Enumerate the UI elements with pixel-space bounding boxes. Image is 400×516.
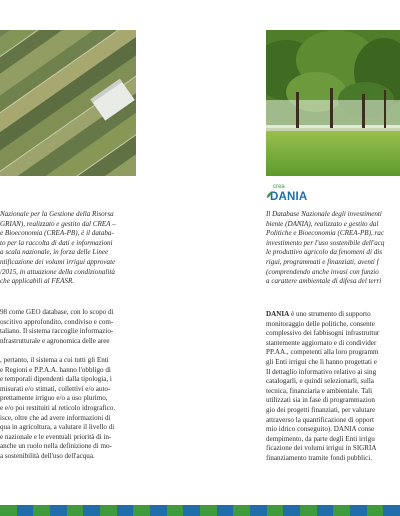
footer-segment	[100, 505, 117, 516]
left-body1-line: taliano. Il sistema raccoglie informazio-	[0, 327, 114, 336]
footer-segment	[150, 505, 167, 516]
right-body-paragraph	[266, 310, 400, 464]
left-intro-line: GRIAN), realizzato e gestito dal CREA –	[0, 219, 116, 228]
left-body1-line: nfrastrutturale e agronomica delle aree	[0, 336, 110, 345]
left-body2-line: qua in agricoltura, a valutare il livello di	[0, 423, 115, 432]
right-body-line: Il dettaglio informativo relativo ai sing	[266, 367, 377, 376]
left-intro-line: Nazionale per la Gestione della Risorsa	[0, 210, 114, 218]
right-body-line: dempimento, da parte degli Enti irrigu	[266, 434, 375, 443]
right-intro-line: biente (DANIA), realizzato e gestito dal	[266, 219, 379, 228]
left-body2-line: e temporali dipendenti dalla tipologia, i	[0, 375, 112, 384]
right-intro-line: investimento per l'uso sostenibile dell'acq	[266, 238, 385, 247]
right-intro-line: le produttivo agricolo da fenomeni di dis	[266, 248, 382, 257]
left-body-paragraph-1	[0, 308, 136, 346]
right-body-line: tecnica, finanziaria e ambientale. Tali	[266, 386, 373, 395]
left-body2-line: a sostenibilità dell'uso dell'acqua.	[0, 451, 95, 460]
left-intro-line: che applicabili al FEASR.	[0, 277, 75, 286]
footer-segment	[300, 505, 317, 516]
left-body1-line: oscitivo approfondito, condiviso e com-	[0, 317, 114, 326]
footer-segment	[67, 505, 84, 516]
footer-segment	[117, 505, 134, 516]
footer-segment	[383, 505, 400, 516]
orchard-irrigation-photo	[266, 30, 400, 176]
footer-segment	[367, 505, 384, 516]
left-intro-line: to per la raccolta di dati e informazioni	[0, 238, 113, 247]
left-body-paragraph-2	[0, 356, 136, 462]
right-body-line: catalogarli, e quindi selezionarli, sulla	[266, 377, 374, 386]
right-body-line: monitoraggio delle politiche, consente	[266, 319, 375, 328]
left-intro-paragraph	[0, 210, 136, 287]
right-body-line: gli Enti irrigui che li hanno progettati e	[266, 357, 377, 366]
right-body-line: utilizzati sia in fase di programmazion	[266, 396, 375, 405]
left-body2-line: misurati e/o stimati, collettivi e/o auto-	[0, 384, 111, 393]
left-body2-line: e Regioni e P.P.A.A. hanno l'obbligo di	[0, 365, 111, 374]
footer-segment	[133, 505, 150, 516]
right-intro-paragraph	[266, 210, 400, 287]
left-body2-line: isce, oltre che ad avere informazioni di	[0, 413, 111, 422]
right-body-line: PP.AA., competenti alla loro programm	[266, 348, 379, 357]
footer-segment	[317, 505, 334, 516]
left-body2-line: e e/o poi restituiti al reticolo idrografico.	[0, 403, 116, 412]
left-intro-line: /2015, in attuazione della condizionalità	[0, 267, 115, 276]
logo-crea-text: crea	[273, 184, 285, 190]
footer-segment	[283, 505, 300, 516]
dania-bold-term: DANIA	[266, 310, 290, 318]
left-body2-line: e nazionale e le eventuali priorità di in-	[0, 432, 112, 441]
footer-segment	[17, 505, 34, 516]
right-body-line: finanziamento tramite fondi pubblici.	[266, 453, 372, 462]
left-intro-line: e Bioeconomia (CREA-PB), è il databa-	[0, 229, 114, 238]
footer-segment	[250, 505, 267, 516]
right-intro-line: (comprendendo anche invasi con funzio	[266, 267, 379, 276]
right-intro-line: rigui, programmati e finanziati, aventi f	[266, 257, 379, 266]
footer-segment	[0, 505, 17, 516]
left-intro-line: ntificazione dei volumi irrigui approvate	[0, 257, 116, 266]
footer-segment	[333, 505, 350, 516]
right-body-line: mio idrico conseguito). DANIA conse	[266, 425, 375, 434]
footer-segment	[50, 505, 67, 516]
footer-segment	[183, 505, 200, 516]
right-body-first-line: è uno strumento di supporto	[289, 310, 371, 318]
footer-segment	[33, 505, 50, 516]
footer-segment	[200, 505, 217, 516]
footer-segment	[350, 505, 367, 516]
right-body-line: stantemente aggiornato e di condivider	[266, 338, 377, 347]
aerial-fields-photo	[0, 30, 136, 176]
right-intro-line: Politiche e Bioeconomia (CREA-PB), rac	[266, 229, 384, 238]
footer-segment	[267, 505, 284, 516]
right-body-line: attraverso la quantificazione di opport	[266, 415, 374, 424]
logo-dania-text: DANIA	[270, 191, 308, 203]
footer-segment	[83, 505, 100, 516]
left-body2-line: prettamente irriguo e/o a uso plurimo,	[0, 394, 108, 403]
right-body-line: complessivo dei fabbisogni infrastruttur	[266, 329, 380, 338]
footer-segment	[167, 505, 184, 516]
crea-dania-logo	[266, 184, 346, 210]
right-intro-line: Il Database Nazionale degli investimenti	[266, 210, 382, 218]
right-body-line: ficazione dei volumi irrigui in SIGRIA	[266, 444, 377, 453]
footer-color-bar	[0, 505, 400, 516]
footer-segment	[233, 505, 250, 516]
left-intro-line: a scala nazionale, in forza delle Linee	[0, 248, 109, 257]
left-body2-line: anche un ruolo nella definizione di mo-	[0, 442, 112, 451]
right-intro-line: a carattere ambientale di difesa del terri	[266, 277, 382, 286]
left-body2-line: , pertanto, il sistema a cui tutti gli Enti	[0, 356, 109, 364]
right-body-line: gio dei progetti finanziati, per valutare	[266, 405, 376, 414]
footer-segment	[217, 505, 234, 516]
left-body1-line: 98 come GEO database, con lo scopo di	[0, 308, 114, 316]
